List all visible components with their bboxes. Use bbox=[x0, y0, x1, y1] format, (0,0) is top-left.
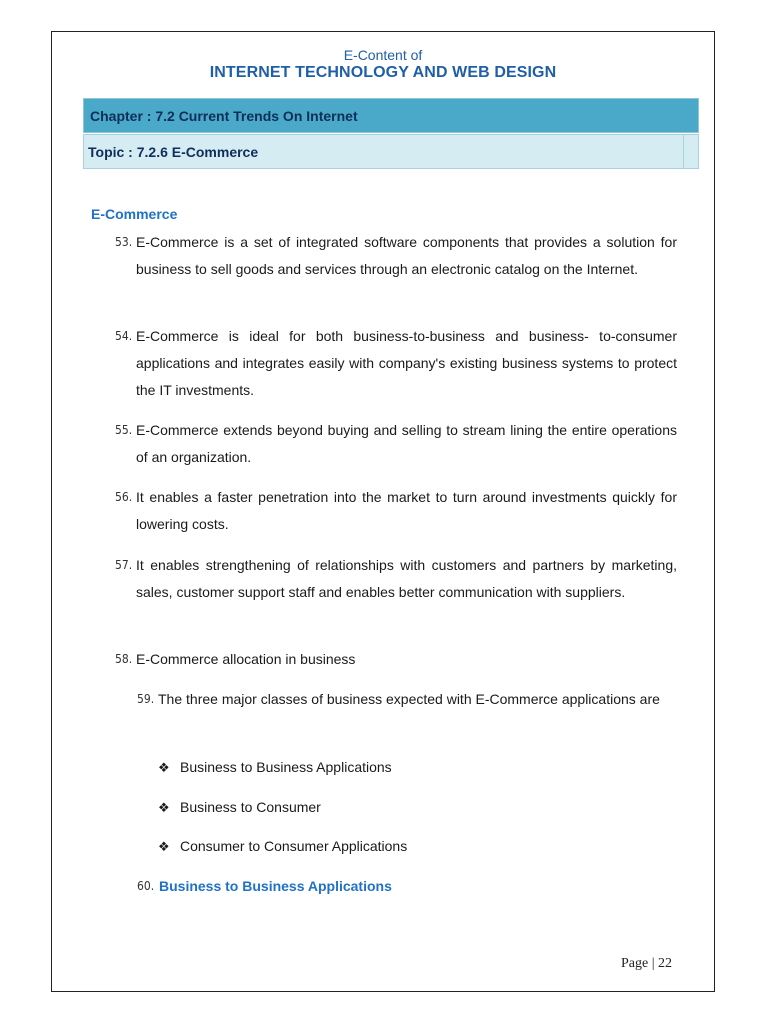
item-number: 54. bbox=[115, 329, 133, 343]
list-item bbox=[137, 873, 677, 900]
item-number: 58. bbox=[115, 652, 133, 666]
list-item bbox=[115, 646, 677, 673]
item-text: It enables a faster penetration into the market to turn around investments quickly for lowering costs. bbox=[136, 489, 677, 532]
page-number: Page | 22 bbox=[621, 956, 673, 971]
bullet-item bbox=[158, 757, 392, 778]
subsection-heading: Business to Business Applications bbox=[159, 878, 392, 894]
bullet-text: Business to Consumer bbox=[180, 799, 321, 815]
diamond-bullet-icon: ❖ bbox=[158, 800, 170, 815]
item-number: 60. bbox=[137, 879, 155, 893]
item-number: 55. bbox=[115, 423, 133, 437]
chapter-bar: Chapter : 7.2 Current Trends On Internet bbox=[83, 98, 699, 133]
item-number: 59. bbox=[137, 692, 155, 706]
section-heading: E-Commerce bbox=[91, 206, 178, 222]
list-item bbox=[115, 552, 677, 606]
item-text: E-Commerce is a set of integrated software components that provides a solution for business to sell goods and services through an electronic catalog on the Internet. bbox=[136, 234, 677, 277]
item-text: The three major classes of business expected with E-Commerce applications are bbox=[158, 691, 660, 707]
bullet-item bbox=[158, 836, 407, 857]
topic-bar bbox=[83, 134, 699, 169]
list-item bbox=[115, 417, 677, 471]
header-subtitle: E-Content of bbox=[343, 47, 423, 63]
item-number: 57. bbox=[115, 558, 133, 572]
item-number: 56. bbox=[115, 490, 133, 504]
diamond-bullet-icon: ❖ bbox=[158, 839, 170, 854]
bullet-item bbox=[158, 797, 321, 818]
item-number: 53. bbox=[115, 235, 133, 249]
item-text: E-Commerce allocation in business bbox=[136, 651, 356, 667]
topic-label: Topic : 7.2.6 E-Commerce bbox=[88, 144, 259, 160]
diamond-bullet-icon: ❖ bbox=[158, 760, 170, 775]
bullet-text: Consumer to Consumer Applications bbox=[180, 838, 408, 854]
bullet-text: Business to Business Applications bbox=[180, 759, 392, 775]
item-text: E-Commerce extends beyond buying and selling to stream lining the entire operations of an organization. bbox=[136, 422, 677, 465]
document-header bbox=[51, 47, 715, 83]
list-item bbox=[115, 484, 677, 538]
item-text: It enables strengthening of relationships with customers and partners by marketing, sales, customer support staff and enables better communication with suppliers. bbox=[136, 557, 677, 600]
list-item bbox=[137, 686, 677, 713]
table-cell-divider bbox=[683, 135, 684, 168]
item-text: E-Commerce is ideal for both business-to-business and business- to-consumer applications and integrates easily with company's existing business systems to protect the IT investments. bbox=[136, 328, 677, 398]
list-item bbox=[115, 323, 677, 404]
header-title: INTERNET TECHNOLOGY AND WEB DESIGN bbox=[209, 64, 557, 81]
list-item bbox=[115, 229, 677, 283]
